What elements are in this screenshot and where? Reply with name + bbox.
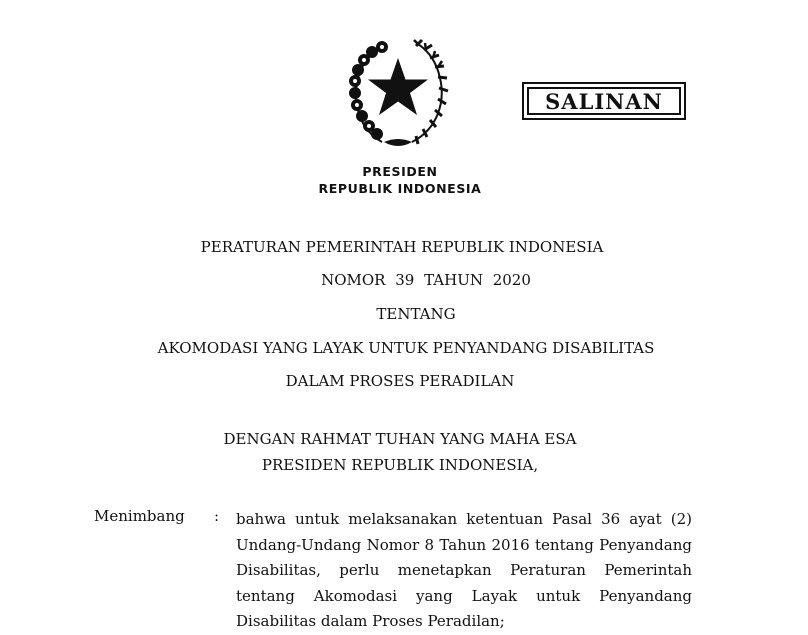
regulation-about: TENTANG bbox=[376, 305, 456, 323]
regulation-subject-line1: AKOMODASI YANG LAYAK UNTUK PENYANDANG DISABILITAS bbox=[157, 339, 655, 357]
salinan-stamp-label: SALINAN bbox=[527, 87, 681, 115]
preamble-line1: DENGAN RAHMAT TUHAN YANG MAHA ESA bbox=[223, 430, 577, 448]
regulation-subject-line2: DALAM PROSES PERADILAN bbox=[285, 372, 515, 390]
garuda-star-wreath-emblem bbox=[342, 38, 454, 150]
issuer-president: PRESIDEN bbox=[362, 164, 438, 179]
ribbon-knot-icon bbox=[384, 139, 412, 146]
salinan-stamp bbox=[522, 82, 686, 120]
regulation-number: NOMOR 39 TAHUN 2020 bbox=[321, 271, 531, 289]
cotton-wreath-icon bbox=[350, 42, 387, 142]
star-icon bbox=[368, 58, 428, 115]
considering-label: Menimbang bbox=[94, 507, 185, 525]
considering-text: bahwa untuk melaksanakan ketentuan Pasal 36 ayat (2) Undang-Undang Nomor 8 Tahun 2016 tentang Penyandang Disabilitas, perlu menetapkan Peraturan Pemerintah tentang Akomodasi yang Layak untuk Penyandang Disabilitas dalam Proses Peradilan; bbox=[236, 510, 692, 631]
rice-wreath-icon bbox=[412, 40, 448, 144]
regulation-title: PERATURAN PEMERINTAH REPUBLIK INDONESIA bbox=[200, 238, 604, 256]
preamble-line2: PRESIDEN REPUBLIK INDONESIA, bbox=[261, 456, 539, 474]
issuer-republic: REPUBLIK INDONESIA bbox=[318, 181, 482, 196]
considering-colon: : bbox=[214, 507, 220, 525]
